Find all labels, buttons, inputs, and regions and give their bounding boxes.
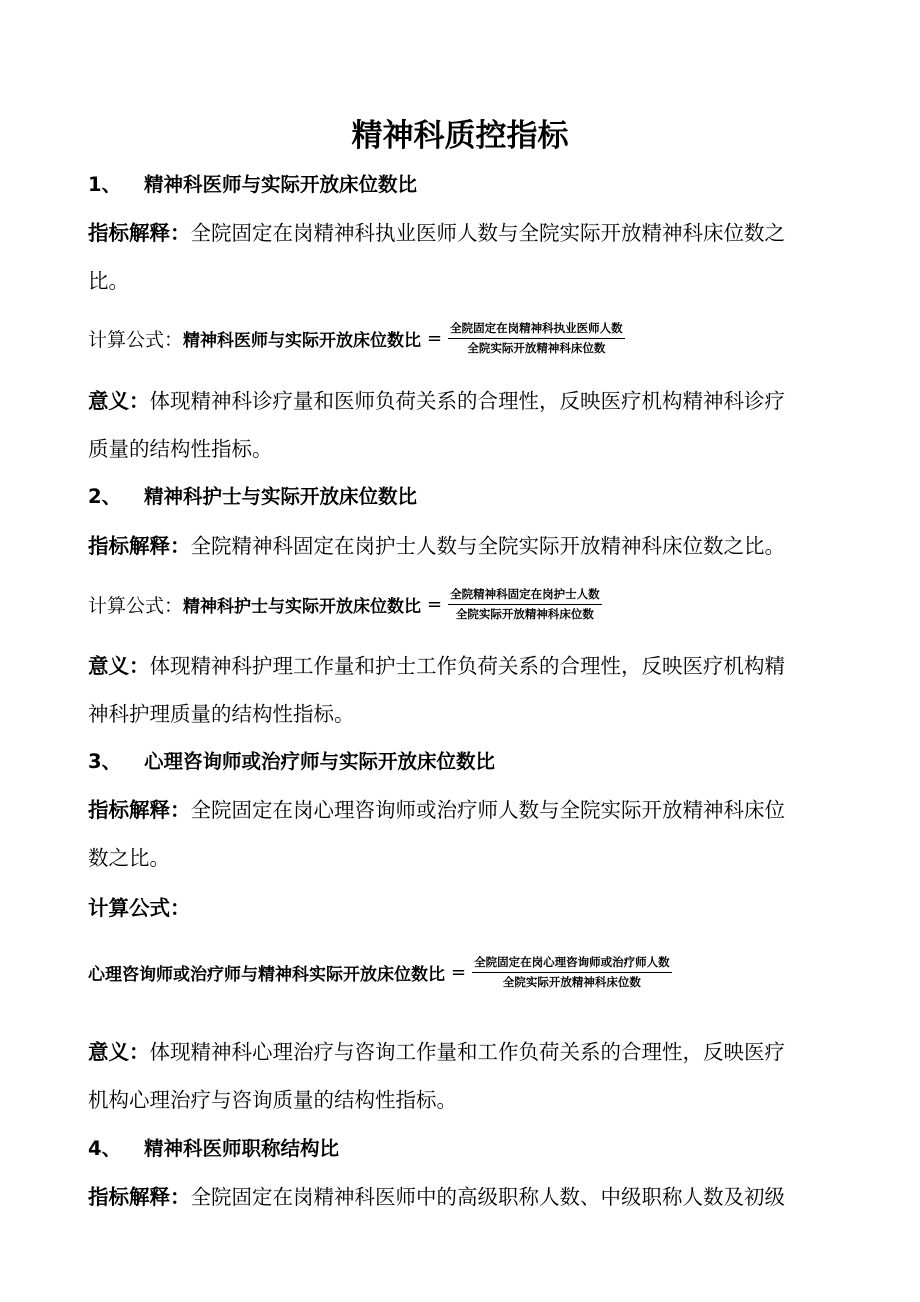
significance-line <box>88 1037 838 1067</box>
significance-label: 意义： <box>88 1040 150 1064</box>
significance-text: 体现精神科诊疗量和医师负荷关系的合理性，反映医疗机构精神科诊疗 <box>149 389 785 413</box>
explanation-line <box>88 218 838 248</box>
significance-line: 神科护理质量的结构性指标。 <box>88 702 355 726</box>
section-title: 精神科护士与实际开放床位数比 <box>144 485 418 508</box>
significance-line <box>88 651 838 681</box>
section-heading-3 <box>88 747 838 777</box>
section-number: 1、 <box>88 173 122 196</box>
explanation-line <box>88 795 838 825</box>
section-number: 4、 <box>88 1137 122 1160</box>
document-title: 精神科质控指标 <box>351 118 569 154</box>
formula-label: 计算公式： <box>88 595 184 617</box>
section-heading-1 <box>88 170 838 200</box>
significance-text: 体现精神科护理工作量和护士工作负荷关系的合理性，反映医疗机构精 <box>149 654 785 678</box>
significance-label: 意义： <box>88 389 150 413</box>
formula-2 <box>88 587 602 622</box>
explanation-label: 指标解释： <box>88 798 191 822</box>
fraction-denominator: 全院实际开放精神科床位数 <box>467 341 606 355</box>
fraction-denominator: 全院实际开放精神科床位数 <box>455 607 594 621</box>
section-number: 3、 <box>88 750 122 773</box>
fraction-denominator: 全院实际开放精神科床位数 <box>502 975 641 989</box>
fraction <box>448 587 602 622</box>
explanation-text: 全院精神科固定在岗护士人数与全院实际开放精神科床位数之比。 <box>190 534 785 558</box>
significance-label: 意义： <box>88 654 150 678</box>
section-heading-2 <box>88 482 838 512</box>
formula-1 <box>88 321 625 356</box>
significance-text: 体现精神科心理治疗与咨询工作量和工作负荷关系的合理性，反映医疗 <box>149 1040 785 1064</box>
equals-sign: = <box>451 962 467 983</box>
fraction <box>472 955 672 990</box>
explanation-text: 全院固定在岗精神科执业医师人数与全院实际开放精神科床位数之 <box>190 221 785 245</box>
section-title: 心理咨询师或治疗师与实际开放床位数比 <box>144 750 496 773</box>
formula-name: 精神科医师与实际开放床位数比 <box>183 331 422 351</box>
formula-name: 精神科护士与实际开放床位数比 <box>183 597 422 617</box>
section-number: 2、 <box>88 485 122 508</box>
explanation-line <box>88 531 838 561</box>
significance-line <box>88 386 838 416</box>
section-title: 精神科医师与实际开放床位数比 <box>144 173 418 196</box>
explanation-text: 全院固定在岗心理咨询师或治疗师人数与全院实际开放精神科床位 <box>190 798 785 822</box>
formula-3 <box>88 955 672 990</box>
explanation-line: 比。 <box>88 269 129 293</box>
equals-sign: = <box>427 328 443 349</box>
formula-name: 心理咨询师或治疗师与精神科实际开放床位数比 <box>88 965 445 985</box>
equals-sign: = <box>427 594 443 615</box>
explanation-line: 数之比。 <box>88 846 170 870</box>
section-heading-4 <box>88 1134 838 1164</box>
explanation-label: 指标解释： <box>88 1185 191 1209</box>
explanation-label: 指标解释： <box>88 221 191 245</box>
explanation-line <box>88 1182 838 1212</box>
fraction <box>448 321 625 356</box>
explanation-text: 全院固定在岗精神科医师中的高级职称人数、中级职称人数及初级 <box>190 1185 785 1209</box>
fraction-numerator: 全院固定在岗心理咨询师或治疗师人数 <box>472 955 672 973</box>
fraction-numerator: 全院精神科固定在岗护士人数 <box>448 587 602 605</box>
explanation-label: 指标解释： <box>88 534 191 558</box>
formula-label: 计算公式： <box>88 896 191 920</box>
significance-line: 机构心理治疗与咨询质量的结构性指标。 <box>88 1088 457 1112</box>
section-title: 精神科医师职称结构比 <box>144 1137 340 1160</box>
fraction-numerator: 全院固定在岗精神科执业医师人数 <box>448 321 625 339</box>
significance-line: 质量的结构性指标。 <box>88 437 273 461</box>
formula-label: 计算公式： <box>88 329 184 351</box>
